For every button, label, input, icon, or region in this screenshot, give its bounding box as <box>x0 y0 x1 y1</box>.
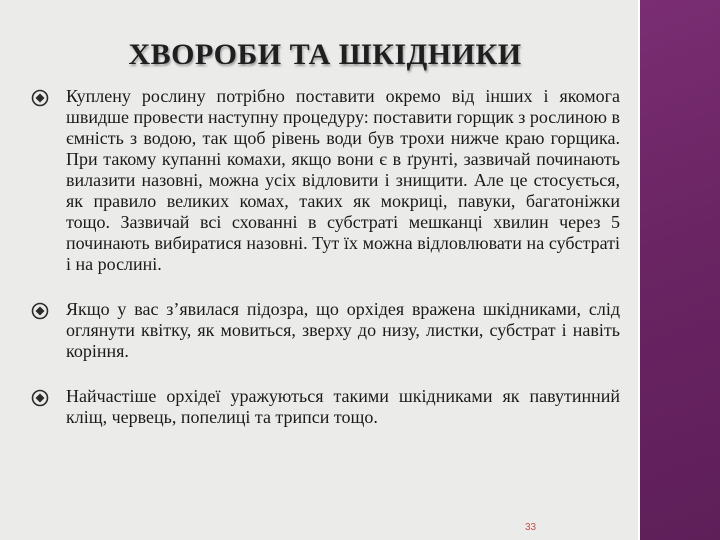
bullet-text: Найчастіше орхідеї уражуються такими шкідниками як павутинний кліщ, червець, попелиці та трипси тощо. <box>66 386 620 427</box>
bullet-list <box>28 86 620 452</box>
bullet-text: Куплену рослину потрібно поставити окремо від інших і якомога швидше провести наступну процедуру: поставити горщик з рослиною в ємність з водою, так щоб рівень води був трохи нижче краю горщика. При такому купанні комахи, якщо вони є в ґрунті, зазвичай починають вилазити назовні, можна усіх відловити і знищити. Але це стосується, як правило великих комах, таких як мокриці, павуки, багатоніжки тощо. Зазвичай всі схованні в субстраті мешканці хвилин через 5 починають вибиратися назовні. Тут їх можна відловлювати на субстраті і на рослині. <box>66 86 620 274</box>
slide-title: ХВОРОБИ ТА ШКІДНИКИ <box>128 38 522 71</box>
bullet-item <box>28 299 620 362</box>
decorative-side-panel <box>640 0 720 540</box>
circled-diamond-bullet-icon <box>30 301 50 321</box>
bullet-item <box>28 386 620 428</box>
circled-diamond-bullet-icon <box>30 88 50 108</box>
bullet-text: Якщо у вас з’явилася підозра, що орхідея вражена шкідниками, слід оглянути квітку, як мовиться, зверху до низу, листки, субстрат і навіть коріння. <box>66 299 620 361</box>
page-number: 33 <box>525 522 537 533</box>
bullet-item <box>28 86 620 275</box>
circled-diamond-bullet-icon <box>30 388 50 408</box>
